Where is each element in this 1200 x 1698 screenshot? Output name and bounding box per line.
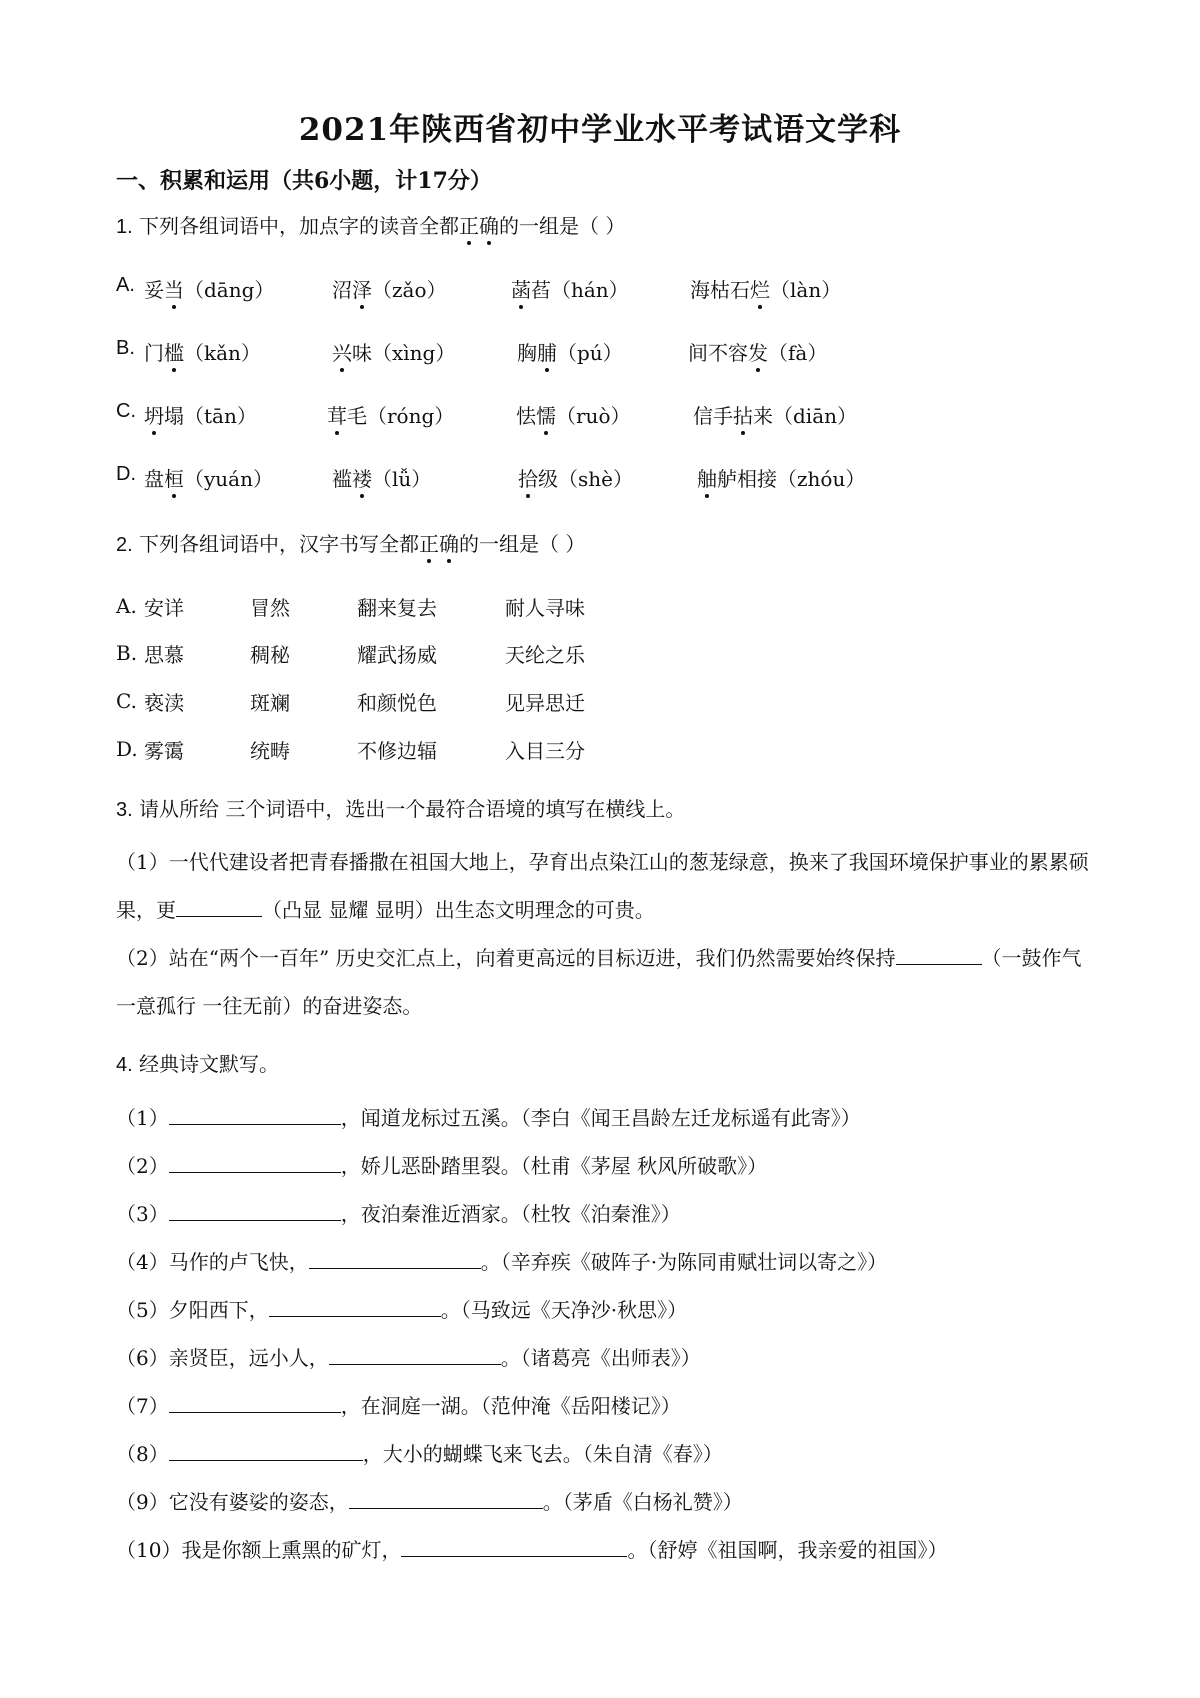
question-3-part-1: （1）一代代建设者把青春播撒在祖国大地上，孕育出点染江山的葱茏绿意，换来了我国环境保护事业的累累硕果，更 （凸显 显耀 显明）出生态文明理念的可贵。 [116,850,1089,922]
question-3-part-2: （2）站在“两个一百年” 历史交汇点上，向着更高远的目标迈进，我们仍然需要始终保持 （一鼓作气 一意孤行 一往无前）的奋进姿态。 [116,946,1082,1018]
question-2-stem [116,528,585,557]
option-word: 和颜悦色 [357,691,437,715]
option-word: 见异思迁 [505,691,585,715]
recitation-item: （1） ，闻道龙标过五溪。（李白《闻王昌龄左迁龙标遥有此寄》） [116,1106,861,1130]
option-word: 稠秘 [250,643,290,667]
section-heading: 一、积累和运用（共6小题，计17分） [116,168,492,194]
option-word: 亵渎 [144,691,184,715]
emphasis-char: 确 [479,210,499,239]
fill-blank[interactable] [349,1490,543,1509]
question-1-stem [116,210,625,239]
question-number: 1. [116,216,133,238]
option-word: 茸毛（róng） [327,400,454,429]
option-word: 间不容发（fà） [688,337,827,366]
recitation-item: （5）夕阳西下， 。（马致远《天净沙·秋思》） [116,1298,688,1322]
fill-blank[interactable] [269,1298,441,1317]
question-3-stem [116,793,685,822]
option-word: 耀武扬威 [357,643,437,667]
question-text: 的一组是（ ） [459,532,586,556]
option-word: 雾霭 [144,739,184,763]
option-word: 天纶之乐 [505,643,585,667]
option-word: 兴味（xìng） [332,337,455,366]
fill-blank[interactable] [896,946,982,965]
option-label: A. [116,274,135,296]
option-label: C. [116,400,136,422]
option-word: 褴褛（lǚ） [332,463,431,492]
option-label: D. [116,463,136,485]
option-word: 翻来复去 [357,596,437,620]
emphasis-char: 正 [459,210,479,239]
recitation-item: （9）它没有婆娑的姿态， 。（茅盾《白杨礼赞》） [116,1490,743,1514]
option-word: 入目三分 [505,739,585,763]
fill-blank[interactable] [309,1250,481,1269]
question-number: 2. [116,534,133,556]
question-text: 的一组是（ ） [499,214,626,238]
fill-blank[interactable] [169,1154,341,1173]
option-word: 耐人寻味 [505,596,585,620]
option-word: 妥当（dāng） [144,274,274,303]
fill-blank[interactable] [169,1202,341,1221]
option-word: 门槛（kǎn） [144,337,261,366]
fill-blank[interactable] [401,1538,627,1557]
option-word: 统畴 [250,739,290,763]
option-word: 冒然 [250,596,290,620]
option-word: 海枯石烂（làn） [690,274,841,303]
fill-blank[interactable] [176,898,262,917]
emphasis-char: 确 [439,528,459,557]
emphasis-char: 正 [419,528,439,557]
option-label: B. [116,337,135,359]
option-label: A. [116,594,137,618]
question-number: 4. [116,1054,133,1076]
question-4-stem [116,1048,279,1077]
fill-blank[interactable] [329,1346,501,1365]
question-number: 3. [116,799,133,821]
option-label: B. [116,641,138,665]
option-word: 安详 [144,596,184,620]
recitation-item: （3） ，夜泊秦淮近酒家。（杜牧《泊秦淮》） [116,1202,681,1226]
option-word: 舳舻相接（zhóu） [697,463,865,492]
option-label: C. [116,689,137,713]
option-word: 胸脯（pú） [517,337,623,366]
recitation-item: （6）亲贤臣，远小人， 。（诸葛亮《出师表》） [116,1346,701,1370]
question-text: 下列各组词语中，加点字的读音全都 [139,214,460,238]
option-word: 怯懦（ruò） [516,400,630,429]
fill-blank[interactable] [169,1106,341,1125]
option-word: 盘桓（yuán） [144,463,273,492]
recitation-item: （4）马作的卢飞快， 。（辛弃疾《破阵子·为陈同甫赋壮词以寄之》） [116,1250,888,1274]
option-word: 坍塌（tān） [144,400,257,429]
option-word: 沼泽（zǎo） [332,274,447,303]
question-text: 经典诗文默写。 [139,1052,280,1076]
option-word: 菡萏（hán） [511,274,629,303]
recitation-item: （2） ，娇儿恶卧踏里裂。（杜甫《茅屋 秋风所破歌》） [116,1154,768,1178]
recitation-item: （10）我是你额上熏黑的矿灯， 。（舒婷《祖国啊，我亲爱的祖国》） [116,1538,948,1562]
question-text: 下列各组词语中，汉字书写全都 [139,532,420,556]
option-word: 斑斓 [250,691,290,715]
recitation-item: （8） ，大小的蝴蝶飞来飞去。（朱自清《春》） [116,1442,723,1466]
fill-blank[interactable] [169,1442,363,1461]
option-word: 拾级（shè） [518,463,633,492]
option-word: 不修边辐 [357,739,437,763]
option-label: D. [116,737,138,761]
question-text: 请从所给 三个词语中，选出一个最符合语境的填写在横线上。 [139,797,686,821]
exam-title: 2021年陕西省初中学业水平考试语文学科 [298,112,902,148]
recitation-item: （7） ，在洞庭一湖。（范仲淹《岳阳楼记》） [116,1394,681,1418]
option-word: 信手拈来（diān） [693,400,857,429]
fill-blank[interactable] [169,1394,341,1413]
option-word: 思慕 [144,643,184,667]
